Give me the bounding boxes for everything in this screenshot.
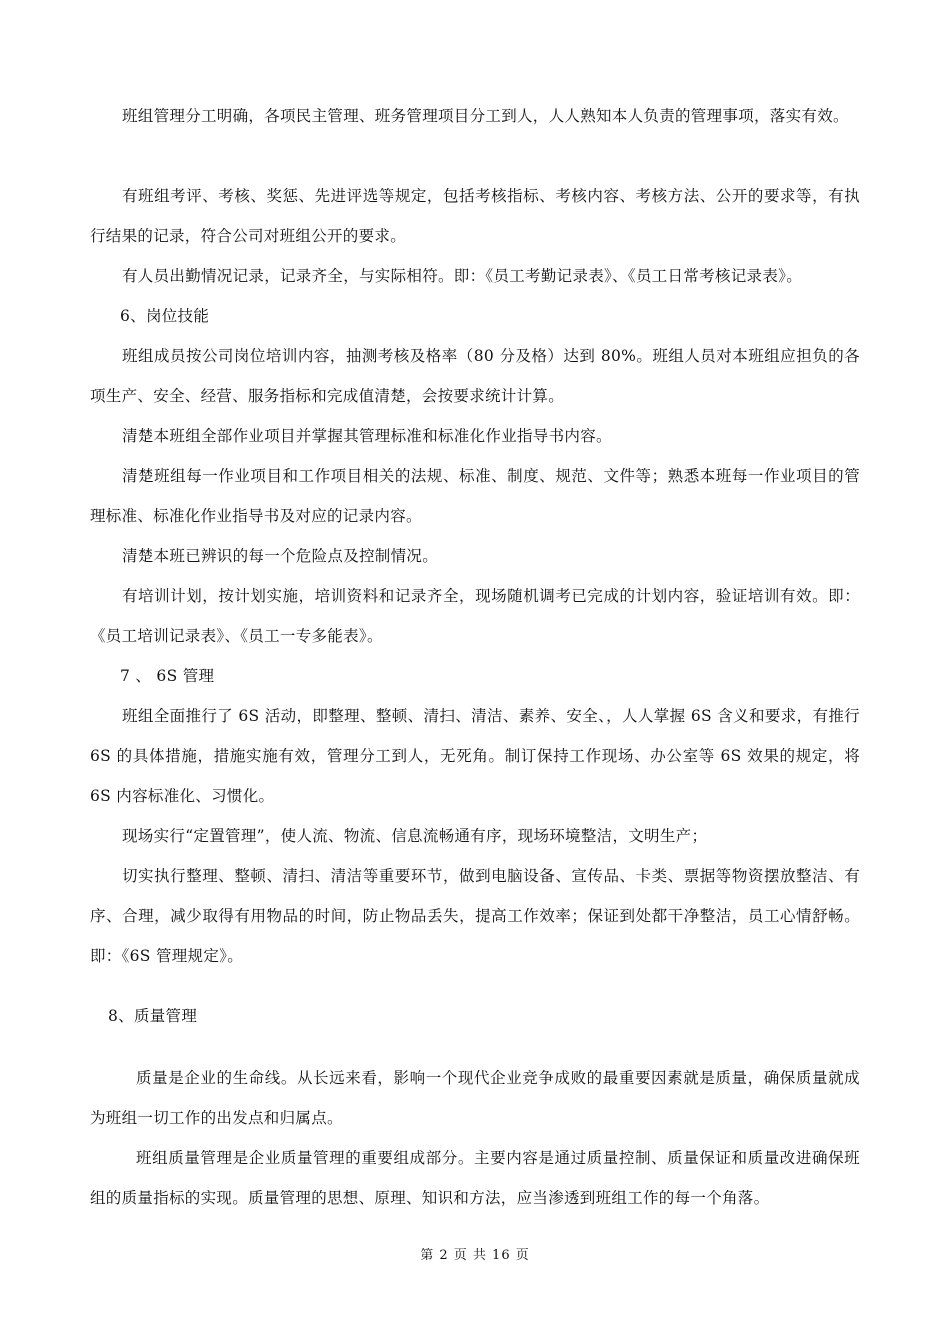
paragraph-fixed-position: 现场实行“定置管理”，使人流、物流、信息流畅通有序，现场环境整洁，文明生产； (122, 827, 708, 845)
section-heading-7: 7 、 6S 管理 (120, 667, 215, 685)
paragraph-attendance: 有人员出勤情况记录，记录齐全，与实际相符。即：《员工考勤记录表》、《员工日常考核记录表》。 (122, 267, 803, 285)
paragraph-quality-lifeline: 质量是企业的生命线。从长远来看，影响一个现代企业竞争成败的最重要因素就是质量，确保质量就成为班组一切工作的出发点和归属点。 (90, 1069, 860, 1127)
paragraph-team-division: 班组管理分工明确，各项民主管理、班务管理项目分工到人，人人熟知本人负责的管理事项，落实有效。 (122, 107, 849, 125)
section-heading-8: 8、质量管理 (108, 1007, 198, 1025)
section-heading-6: 6、岗位技能 (120, 307, 210, 325)
paragraph-work-items: 清楚本班组全部作业项目并掌握其管理标准和标准化作业指导书内容。 (122, 427, 612, 445)
paragraph-hazards: 清楚本班已辨识的每一个危险点及控制情况。 (122, 547, 439, 565)
paragraph-6s-execution: 切实执行整理、整顿、清扫、清洁等重要环节，做到电脑设备、宣传品、卡类、票据等物资摆放整洁、有序、合理，减少取得有用物品的时间，防止物品丢失，提高工作效率；保证到处都干净整洁，员工心情舒畅。即：《6S 管理规定》。 (90, 867, 860, 965)
paragraph-skill-test: 班组成员按公司岗位培训内容，抽测考核及格率（80 分及格）达到 80%。班组人员对本班组应担负的各项生产、安全、经营、服务指标和完成值清楚，会按要求统计计算。 (90, 347, 860, 405)
paragraph-regulations: 清楚班组每一作业项目和工作项目相关的法规、标准、制度、规范、文件等；熟悉本班每一作业项目的管理标准、标准化作业指导书及对应的记录内容。 (90, 467, 860, 525)
paragraph-training: 有培训计划，按计划实施，培训资料和记录齐全，现场随机调考已完成的计划内容，验证培训有效。即：《员工培训记录表》、《员工一专多能表》。 (90, 587, 860, 645)
paragraph-6s-activity: 班组全面推行了 6S 活动，即整理、整顿、清扫、清洁、素养、安全、，人人掌握 6S 含义和要求，有推行 6S 的具体措施，措施实施有效，管理分工到人，无死角。制订保持工作现场、办公室等 6S 效果的规定，将 6S 内容标准化、习惯化。 (90, 707, 860, 805)
page-number-footer: 第 2 页 共 16 页 (420, 1248, 530, 1263)
paragraph-quality-management: 班组质量管理是企业质量管理的重要组成部分。主要内容是通过质量控制、质量保证和质量改进确保班组的质量指标的实现。质量管理的思想、原理、知识和方法，应当渗透到班组工作的每一个角落。 (90, 1149, 860, 1207)
paragraph-team-evaluation: 有班组考评、考核、奖惩、先进评选等规定，包括考核指标、考核内容、考核方法、公开的要求等，有执行结果的记录，符合公司对班组公开的要求。 (90, 187, 860, 245)
